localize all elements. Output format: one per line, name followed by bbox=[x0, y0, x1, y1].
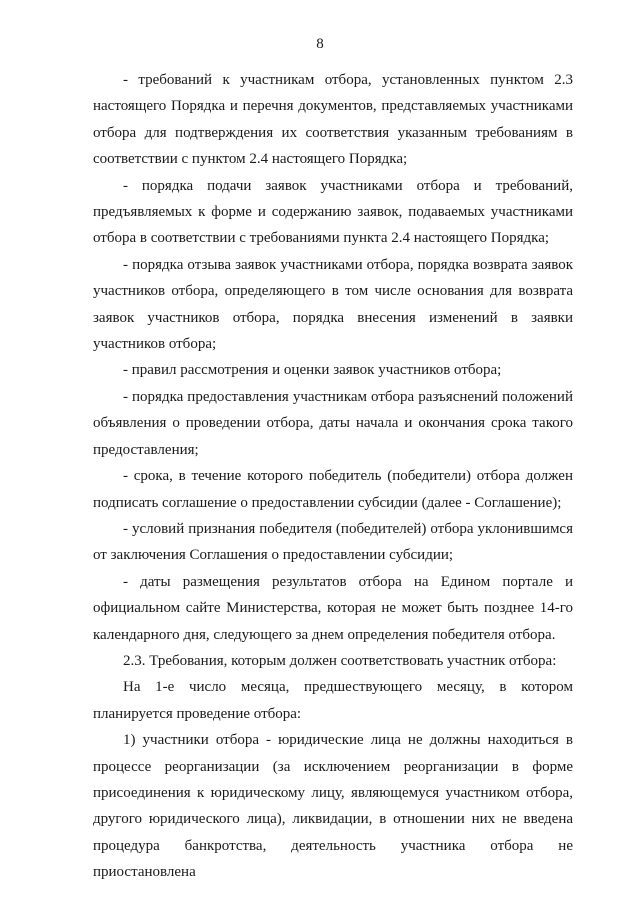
document-body bbox=[93, 67, 573, 886]
paragraph-clarifications: - порядка предоставления участникам отбора разъяснений положений объявления о проведении отбора, даты начала и окончания срока такого предоставления; bbox=[93, 388, 573, 458]
paragraph-application-withdrawal: - порядка отзыва заявок участниками отбора, порядка возврата заявок участников отбора, определяющего в том числе основания для возврата заявок участников отбора, порядка внесения изменений в заявки участников отбора; bbox=[93, 256, 573, 353]
section-heading-2-3: 2.3. Требования, которым должен соответствовать участник отбора: bbox=[123, 652, 557, 669]
paragraph-results-publication: - даты размещения результатов отбора на Едином портале и официальном сайте Министерства, которая не может быть позднее 14-го календарного дня, следующего за днем определения победителя отбора. bbox=[93, 573, 573, 643]
paragraph-review-rules: - правил рассмотрения и оценки заявок участников отбора; bbox=[123, 362, 502, 379]
paragraph-reference-date: На 1-е число месяца, предшествующего месяцу, в котором планируется проведение отбора: bbox=[93, 679, 573, 722]
paragraph-application-submission: - порядка подачи заявок участниками отбора и требований, предъявляемых к форме и содержанию заявок, подаваемых участниками отбора в соответствии с требованиями пункта 2.4 настоящего Порядка; bbox=[93, 177, 573, 247]
page-number: 8 bbox=[316, 36, 324, 52]
paragraph-requirement-1: 1) участники отбора - юридические лица не должны находиться в процессе реорганизации (за исключением реорганизации в форме присоединения к юридическому лицу, являющемуся участником отбора, другого юридического лица), ликвидации, в отношении них не введена процедура банкротства, деятельность участника отбора не приостановлена bbox=[93, 732, 573, 881]
paragraph-evasion-conditions: - условий признания победителя (победителей) отбора уклонившимся от заключения Соглашения о предоставлении субсидии; bbox=[93, 520, 573, 564]
paragraph-agreement-deadline: - срока, в течение которого победитель (победители) отбора должен подписать соглашение о предоставлении субсидии (далее - Соглашение); bbox=[93, 468, 573, 511]
paragraph-requirements-participants: - требований к участникам отбора, установленных пунктом 2.3 настоящего Порядка и перечня документов, представляемых участниками отбора для подтверждения их соответствия указанным требованиям в соответствии с пунктом 2.4 настоящего Порядка; bbox=[93, 72, 573, 168]
